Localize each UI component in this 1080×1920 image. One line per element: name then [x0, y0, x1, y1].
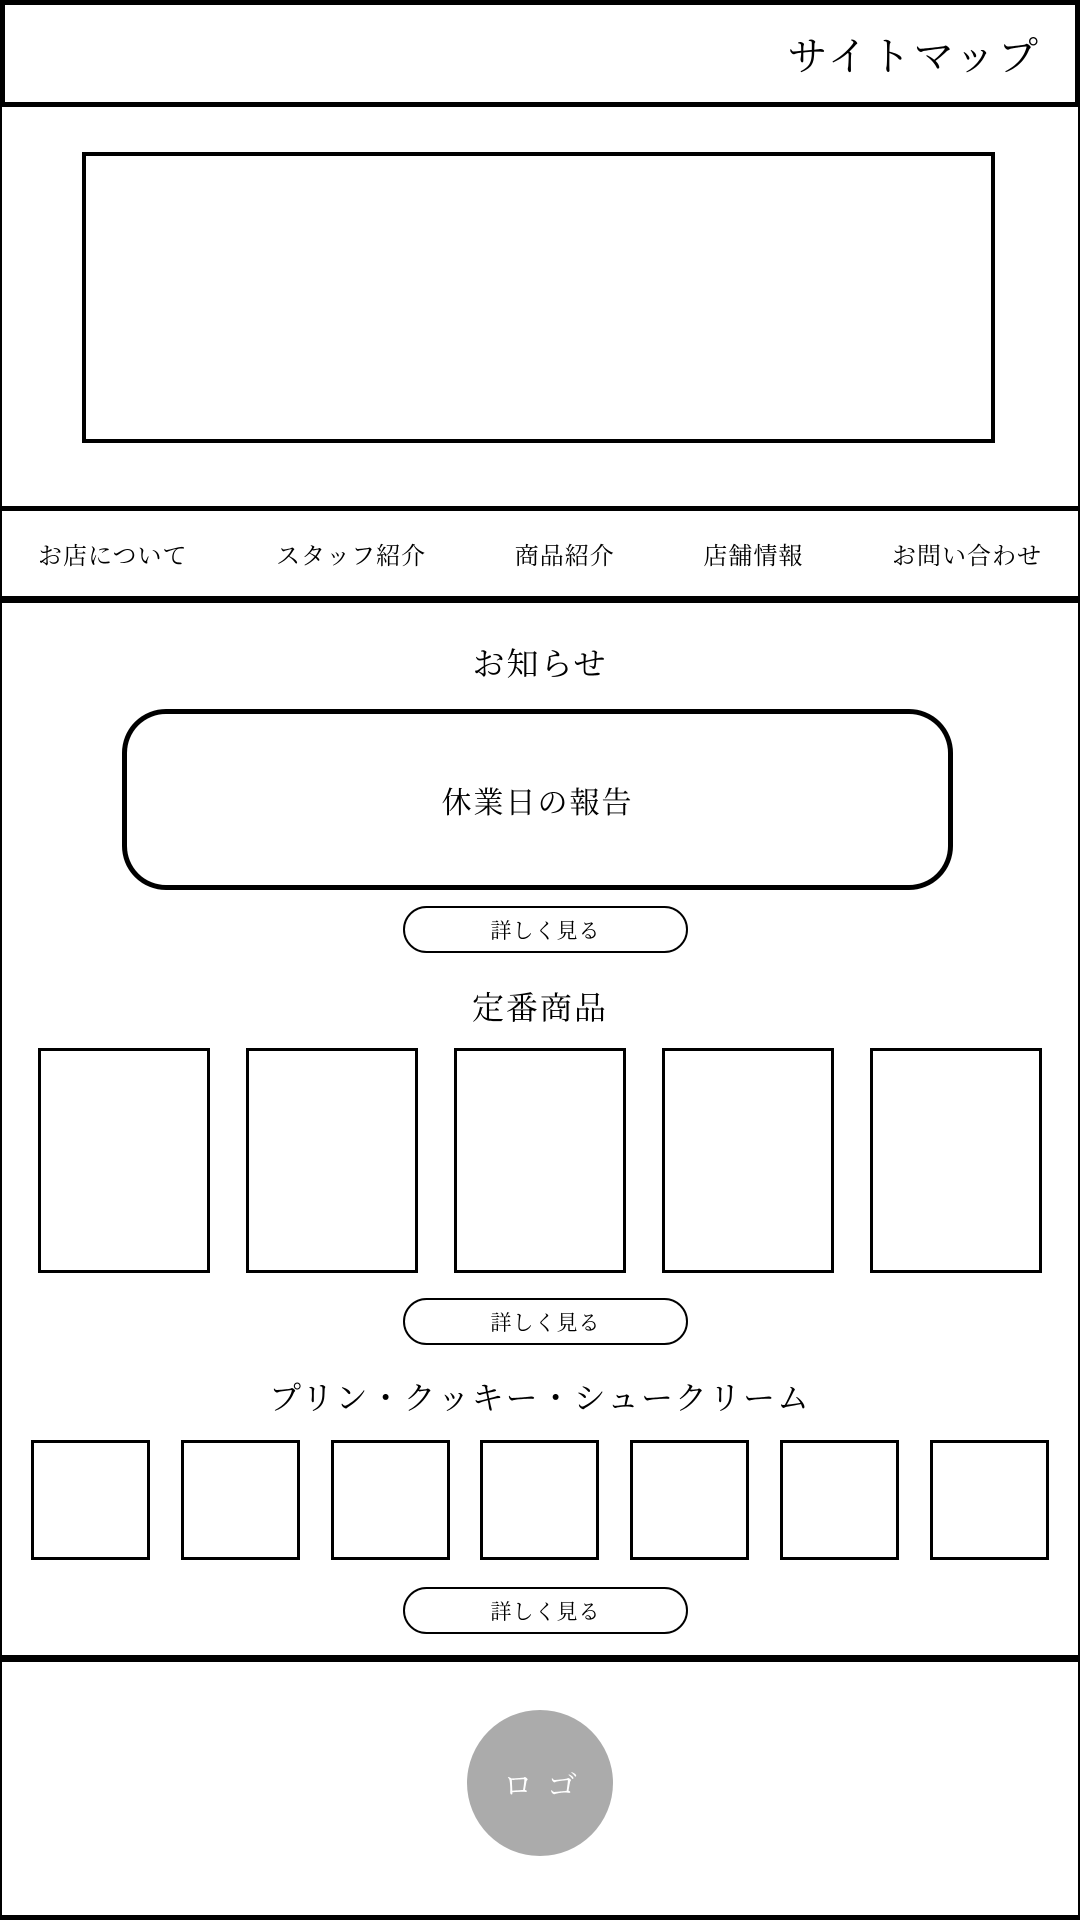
sweet-image-placeholder[interactable] — [31, 1440, 150, 1560]
product-image-placeholder[interactable] — [246, 1048, 418, 1273]
sweet-image-placeholder[interactable] — [181, 1440, 300, 1560]
product-image-placeholder[interactable] — [454, 1048, 626, 1273]
news-more-button[interactable]: 詳しく見る — [403, 906, 688, 953]
standard-products-row — [2, 1048, 1078, 1273]
page-title: サイトマップ — [787, 35, 1041, 79]
logo — [467, 1710, 613, 1856]
sweet-image-placeholder[interactable] — [780, 1440, 899, 1560]
sweets-row — [2, 1440, 1078, 1560]
nav-item-products[interactable]: 商品紹介 — [514, 543, 615, 570]
nav-item-staff[interactable]: スタッフ紹介 — [276, 543, 427, 570]
nav-item-contact[interactable]: お問い合わせ — [891, 543, 1042, 570]
product-image-placeholder[interactable] — [662, 1048, 834, 1273]
hero-section — [0, 107, 1080, 506]
main-content — [0, 603, 1080, 1662]
standard-products-more-button[interactable]: 詳しく見る — [403, 1298, 688, 1345]
product-image-placeholder[interactable] — [870, 1048, 1042, 1273]
nav-item-about[interactable]: お店について — [38, 543, 188, 570]
hero-image-placeholder — [82, 152, 995, 443]
news-card[interactable] — [122, 709, 953, 890]
sweet-image-placeholder[interactable] — [331, 1440, 450, 1560]
sweet-image-placeholder[interactable] — [930, 1440, 1049, 1560]
header — [0, 0, 1080, 107]
sweets-more-button[interactable]: 詳しく見る — [403, 1587, 688, 1634]
logo-label: ロゴ — [503, 1770, 591, 1803]
sweets-heading: プリン・クッキー・シュークリーム — [268, 1380, 812, 1416]
news-card-label: 休業日の報告 — [441, 786, 634, 820]
standard-products-heading: 定番商品 — [471, 990, 608, 1026]
sweet-image-placeholder[interactable] — [630, 1440, 749, 1560]
footer — [0, 1662, 1080, 1920]
sweet-image-placeholder[interactable] — [480, 1440, 599, 1560]
product-image-placeholder[interactable] — [38, 1048, 210, 1273]
main-nav — [0, 506, 1080, 603]
nav-item-store[interactable]: 店舗情報 — [703, 543, 804, 570]
news-heading: お知らせ — [472, 646, 608, 682]
